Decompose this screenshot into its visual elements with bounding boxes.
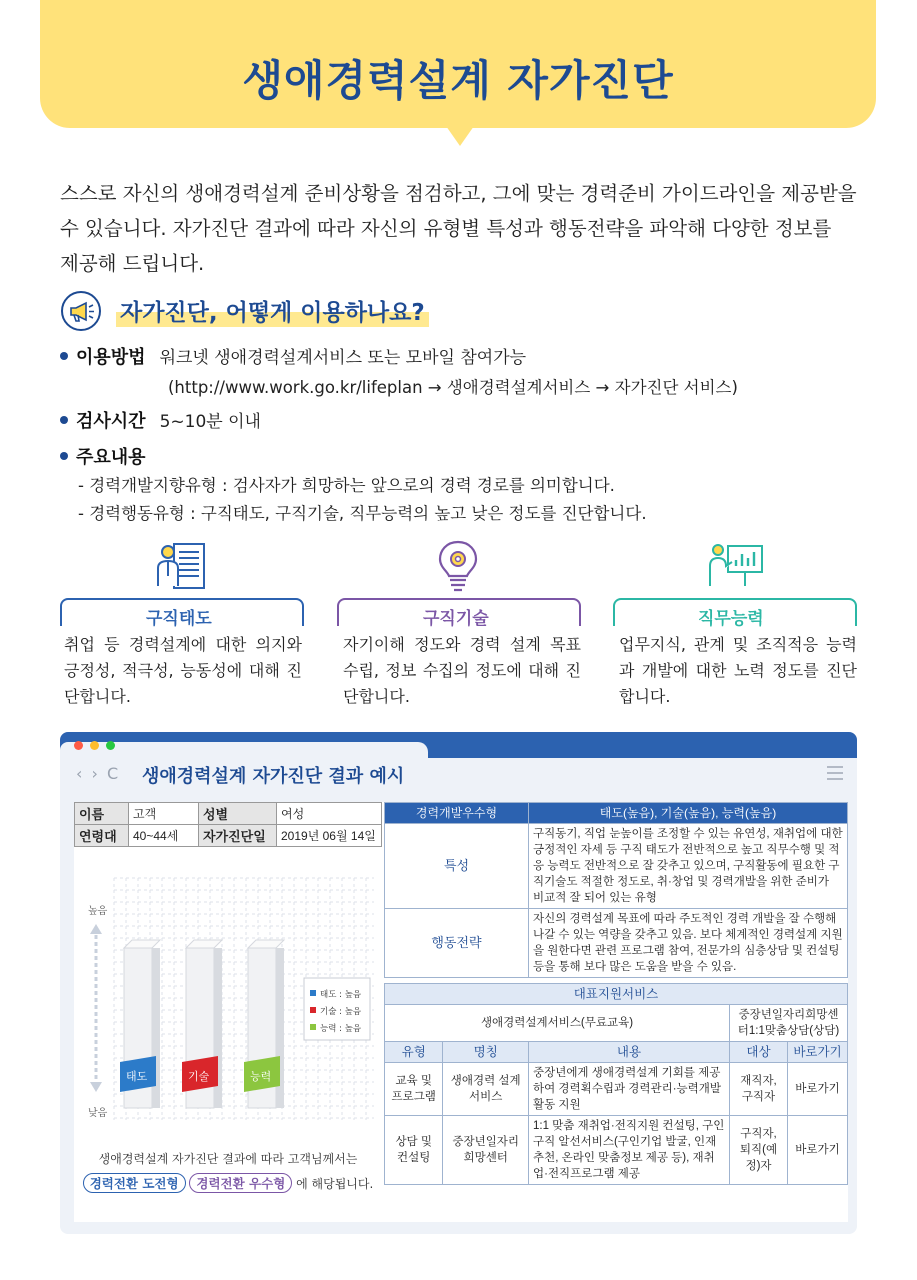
- bullet-content: 주요내용: [60, 444, 160, 472]
- legend-swatch-2: [310, 1024, 316, 1030]
- close-dot-icon: [74, 741, 83, 750]
- content-item-2: - 경력행동유형 : 구직태도, 구직기술, 직무능력의 높고 낮은 정도를 진단합니다.: [78, 504, 647, 523]
- legend-entry-0: 태도 : 높음: [320, 990, 362, 1000]
- legend-entry-2: 능력 : 높음: [320, 1024, 362, 1034]
- banner-tail: [446, 126, 474, 146]
- bullet-time: 검사시간 5~10분 이내: [60, 408, 261, 436]
- lightbulb-gear-icon: [428, 538, 488, 596]
- card-skill-text: 자기이해 정도와 경력 설계 목표 수립, 정보 수집의 정도에 대해 진단합니다.: [343, 635, 581, 706]
- bar-top-능력: [248, 940, 284, 948]
- card-attitude-text: 취업 등 경력설계에 대한 의지와 긍정성, 적극성, 능동성에 대해 진단합니다.: [64, 635, 302, 706]
- pill-challenge: 경력전환 도전형: [83, 1173, 186, 1193]
- title-banner: [40, 0, 876, 128]
- pill-excellent: 경력전환 우수형: [189, 1173, 292, 1193]
- page-title: 생애경력설계 자가진단: [242, 56, 674, 105]
- legend-entry-1: 기술 : 높음: [320, 1007, 362, 1017]
- result-summary: 생애경력설계 자가진단 결과에 따라 고객님께서는 경력전환 도전형 경력전환 우수형 에 해당됩니다.: [74, 1150, 382, 1193]
- maximize-dot-icon: [106, 741, 115, 750]
- intro-text: 스스로 자신의 생애경력설계 준비상황을 점검하고, 그에 맞는 경력준비 가이드라인을 제공받을 수 있습니다. 자가진단 결과에 따라 자신의 유형별 특성과 행동전략을 파악해 다양한 정보를 제공해 드립니다.: [60, 182, 857, 275]
- legend-swatch-1: [310, 1007, 316, 1013]
- browser-tab: [60, 742, 428, 762]
- result-example-window: [60, 732, 857, 1234]
- legend-swatch-0: [310, 990, 316, 996]
- arrow-down-icon: [90, 1082, 102, 1092]
- menu-icon: [827, 766, 843, 780]
- result-content: [74, 802, 848, 1222]
- content-item-1: - 경력개발지향유형 : 검사자가 희망하는 앞으로의 경력 경로를 의미합니다.: [78, 476, 615, 495]
- card-attitude-title: 구직태도: [140, 604, 218, 629]
- link-program[interactable]: 바로가기: [788, 1063, 848, 1116]
- bar-label-태도: 태도: [126, 1070, 148, 1083]
- link-consulting[interactable]: 바로가기: [788, 1116, 848, 1185]
- y-tick-high: 높음: [88, 906, 108, 917]
- card-ability-text: 업무지식, 관계 및 조직적응 능력과 개발에 대한 노력 정도를 진단합니다.: [619, 635, 857, 706]
- arrow-up-icon: [90, 924, 102, 934]
- browser-nav-icons: ‹ › C: [76, 764, 121, 783]
- result-table: 경력개발우수형 태도(높음), 기술(높음), 능력(높음) 특성 구직동기, 직업 눈높이를 조정할 수 있는 유연성, 재취업에 대한 긍정적인 자세 등 구직 태도가 전반적으로 높고 직무수행 및 적응 능력도 전반적으로 잘 갖추고 있으며, 구직활동에 필요한 구직기술도 적절한 정도로, 취·창업 및 경력개발을 위한 준비가 비교적 잘 되어 있는 유형 행동전략 자신의 경력설계 목표에 따라 주도적인 경력 개발을 잘 수행해 나갈 수 있는 역량을 갖추고 있음. 보다 체계적인 경력설계 지원을 원한다면 관련 프로그램 참여, 전문가의 심층상담 및 컨설팅등을 통해 보다 많은 도움을 받을 수 있음. 대표지원서비스 생애경력설계서비스(무료교육) 중장년일자리희망센터1:1맞춤상담(상담) 유형 명칭 내용 대상 바로가기 교육 및 프로그램 생애경력 설계 서비스 중장년에게 생애경력설계 기회를 제공하여 경력획수립과 경력관리·능력개발 활동 지원 재직자, 구직자 바로가기 상담 및 컨설팅 중장년일자리 희망센터 1:1 맞춤 재취업·전직지원 컨설팅, 구인 구직 알선서비스(구인기업 발굴, 인재 추천, 온라인 맞춤정보 제공 등), 재취업·전직프로그램 제공 구직자, 퇴직(예정)자 바로가기: [384, 802, 848, 1185]
- howto-heading: 자가진단, 어떻게 이용하나요?: [116, 294, 429, 327]
- method-url: (http://www.work.go.kr/lifeplan → 생애경력설계서비스 → 자가진단 서비스): [168, 378, 738, 397]
- card-ability-title: 직무능력: [692, 604, 770, 629]
- megaphone-icon: [60, 290, 102, 332]
- bar-label-능력: 능력: [250, 1070, 272, 1083]
- bar-top-태도: [124, 940, 160, 948]
- browser-title: 생애경력설계 자가진단 결과 예시: [142, 766, 405, 787]
- bullet-method: 이용방법 워크넷 생애경력설계서비스 또는 모바일 참여가능: [60, 344, 526, 372]
- bar-label-기술: 기술: [188, 1070, 210, 1083]
- bar-top-기술: [186, 940, 222, 948]
- result-bar-chart: [74, 858, 382, 1128]
- document-person-icon: [152, 538, 212, 596]
- y-tick-low: 낮음: [88, 1108, 108, 1119]
- card-skill-title: 구직기술: [417, 604, 495, 629]
- minimize-dot-icon: [90, 741, 99, 750]
- customer-info-table: 이름 고객 성별 여성 연령대 40~44세 자가진단일 2019년 06월 14일: [74, 802, 382, 847]
- presentation-icon: [706, 538, 766, 596]
